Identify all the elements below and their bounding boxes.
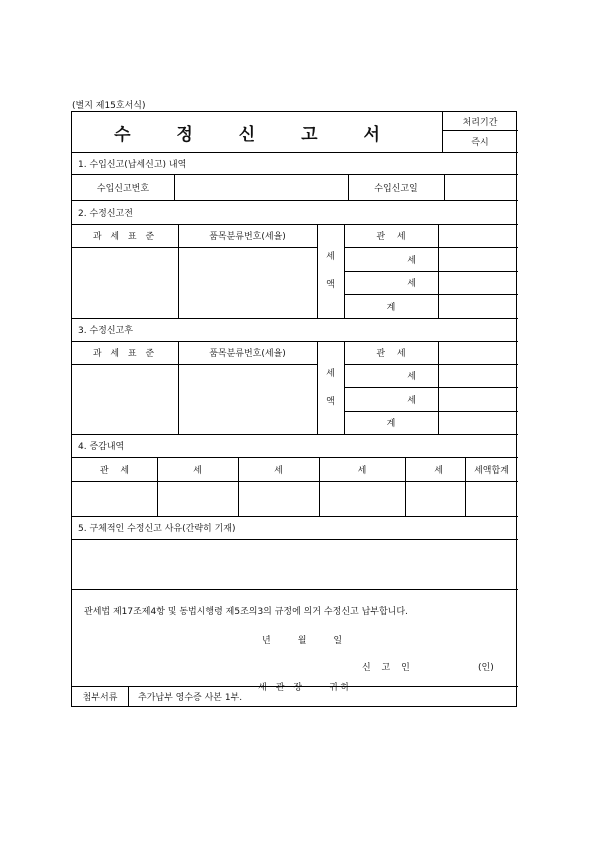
section3-tax-amount-label [317, 341, 344, 434]
section2-tax-row-2-label: 세 [407, 255, 416, 266]
section2-total-field[interactable] [438, 294, 518, 318]
section4-col-tax-2: 세 [193, 465, 202, 476]
section1-heading: 1. 수입신고(납세신고) 내역 [78, 159, 187, 170]
section2-hs-code-header: 품목분류번호(세율) [209, 232, 286, 242]
section2-tax-amount-label-bottom: 액 [326, 280, 335, 290]
section3-customs-duty-field[interactable] [438, 341, 518, 364]
section3-tax-amount-label-bottom: 액 [326, 396, 335, 407]
import-declaration-number-label: 수입신고번호 [96, 183, 150, 194]
section3-tax-row-2-label: 세 [407, 372, 416, 382]
processing-period-label: 처리기간 [462, 117, 498, 128]
section3-tax-base-field[interactable] [72, 364, 178, 434]
amendment-reason-field[interactable] [72, 539, 518, 589]
section2-tax-base-header: 과 세 표 준 [92, 232, 158, 242]
attachment-label: 첨부서류 [82, 693, 118, 703]
section4-tax-2-field[interactable] [157, 481, 238, 516]
section3-heading: 3. 수정신고후 [78, 326, 133, 336]
import-declaration-number-field[interactable] [174, 174, 348, 200]
section2-customs-duty-label: 관 세 [376, 232, 406, 242]
section4-tax-3-field[interactable] [238, 481, 319, 516]
section3-tax-row-3-field[interactable] [438, 387, 518, 411]
section2-tax-row-3-label: 세 [407, 279, 416, 289]
section3-hs-code-field[interactable] [178, 364, 317, 434]
section2-tax-amount-label-top: 세 [326, 252, 335, 262]
section4-col-customs-duty: 관 세 [99, 465, 130, 476]
declaration-text: 관세법 제17조제4항 및 동법시행령 제5조의3의 규정에 의거 수정신고 납부합니다. [84, 607, 408, 617]
section4-col-total: 세액합계 [474, 465, 509, 476]
attachment-value: 추가납부 영수증 사본 1부. [138, 693, 243, 703]
import-declaration-date-field[interactable] [444, 174, 518, 200]
section4-col-tax-4: 세 [357, 465, 367, 476]
section2-tax-row-2-field[interactable] [438, 247, 518, 271]
declaration-date: 년 월 일 [262, 636, 343, 646]
section3-total-field[interactable] [438, 411, 518, 434]
section2-customs-duty-field[interactable] [438, 224, 518, 247]
section2-heading: 2. 수정신고전 [78, 208, 133, 219]
section2-tax-base-field[interactable] [72, 247, 178, 318]
section4-total-field[interactable] [465, 481, 518, 516]
section3-tax-base-header: 과 세 표 준 [92, 349, 158, 359]
section3-tax-row-3-label: 세 [407, 395, 416, 406]
section4-tax-4-field[interactable] [319, 481, 405, 516]
section3-customs-duty-label: 관 세 [376, 349, 406, 359]
form-title: 수 정 신 고 서 [114, 124, 400, 145]
section3-total-label: 계 [386, 419, 396, 429]
section4-heading: 4. 증감내역 [78, 442, 125, 452]
form-number-note: (별지 제15호서식) [72, 101, 146, 111]
processing-period-value: 즉시 [471, 137, 489, 148]
section2-tax-row-3-field[interactable] [438, 271, 518, 294]
declarant-label: 신 고 인 [362, 663, 414, 673]
section3-hs-code-header: 품목분류번호(세율) [209, 349, 286, 359]
section4-col-tax-5: 세 [434, 465, 443, 476]
section4-customs-duty-field[interactable] [72, 481, 157, 516]
section2-tax-amount-label [317, 224, 344, 318]
section4-tax-5-field[interactable] [405, 481, 465, 516]
section4-col-tax-3: 세 [274, 465, 283, 476]
section5-heading: 5. 구체적인 수정신고 사유(간략히 기재) [78, 524, 236, 534]
import-declaration-date-label: 수입신고일 [374, 183, 418, 194]
section2-total-label: 계 [386, 302, 396, 313]
amendment-report-form [71, 111, 517, 707]
section3-tax-amount-label-top: 세 [326, 368, 335, 379]
addressee-text: 세 관 장 귀 하 [258, 683, 350, 693]
section2-hs-code-field[interactable] [178, 247, 317, 318]
seal-mark: (인) [478, 663, 494, 673]
section3-tax-row-2-field[interactable] [438, 364, 518, 387]
